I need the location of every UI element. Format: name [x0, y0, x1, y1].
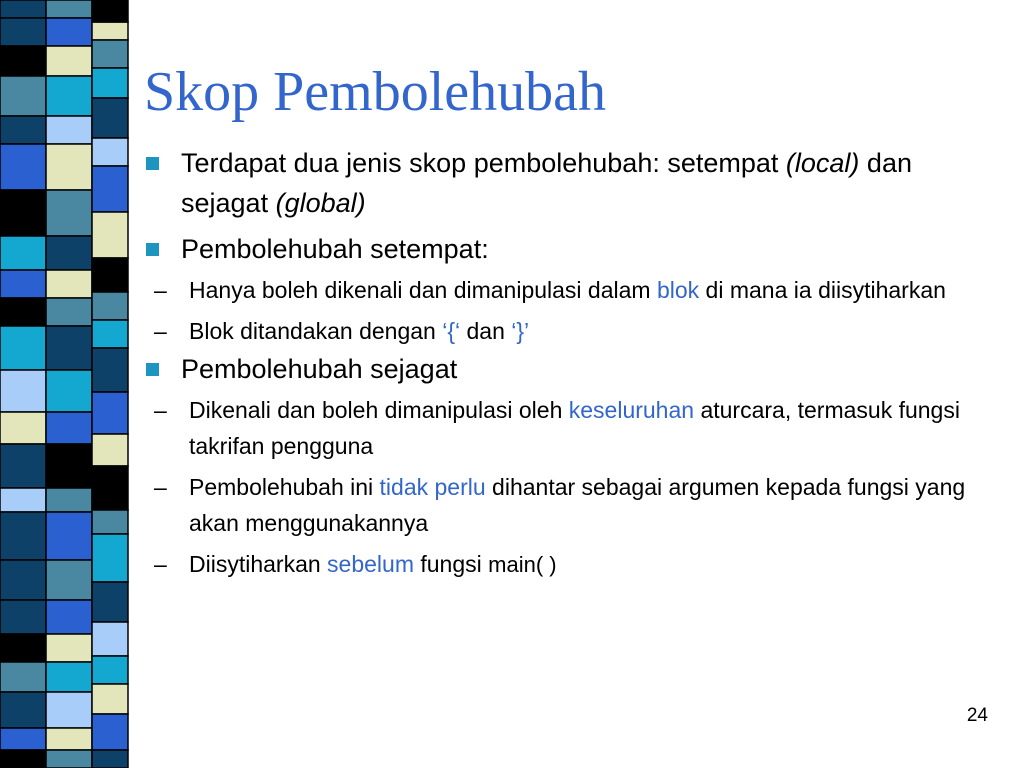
highlighted-term: tidak perlu [379, 474, 486, 500]
stripe-block [92, 0, 128, 22]
stripe-block [0, 116, 46, 144]
decorative-stripe-bar [0, 0, 130, 768]
stripe-block [92, 656, 128, 684]
stripe-block [46, 560, 92, 600]
square-bullet-icon [146, 157, 159, 170]
stripe-block [0, 370, 46, 412]
stripe-block [46, 488, 92, 512]
stripe-block [0, 600, 46, 634]
stripe-block [92, 292, 128, 320]
text-run: dan sejagat [181, 148, 912, 218]
bullet-item [144, 143, 1004, 223]
stripe-block [0, 662, 46, 692]
text-run: Pembolehubah setempat: [181, 234, 489, 264]
stripe-block [92, 212, 128, 258]
stripe-block [0, 190, 46, 236]
highlighted-term: sebelum [327, 551, 414, 577]
text-run: Pembolehubah sejagat [181, 354, 458, 384]
text-run: Terdapat dua jenis skop pembolehubah: setempat [181, 148, 786, 178]
stripe-block [46, 326, 92, 370]
bullet-item [144, 229, 1004, 269]
stripe-block [46, 0, 92, 18]
stripe-block [46, 370, 92, 412]
stripe-block [46, 692, 92, 728]
stripe-block [0, 144, 46, 190]
dash-bullet-icon: – [154, 474, 167, 500]
stripe-block [92, 510, 128, 534]
stripe-block [0, 444, 46, 488]
square-bullet-icon [146, 243, 159, 256]
stripe-block [46, 236, 92, 270]
stripe-block [46, 46, 92, 76]
stripe-block [92, 534, 128, 582]
stripe-block [92, 40, 128, 68]
stripe-block [0, 512, 46, 560]
stripe-block [46, 270, 92, 298]
sub-bullet-item [144, 313, 1004, 349]
stripe-block [46, 728, 92, 750]
text-run: dan [460, 318, 512, 344]
stripe-block [0, 326, 46, 370]
dash-bullet-icon: – [154, 397, 167, 423]
stripe-block [46, 634, 92, 662]
slide-title: Skop Pembolehubah [144, 61, 606, 123]
stripe-block [46, 190, 92, 236]
highlighted-term: ‘{‘ [442, 318, 461, 344]
code-term: main( ) [488, 552, 557, 577]
italic-term: (global) [275, 188, 366, 218]
stripe-block [92, 258, 128, 292]
sub-bullet-list [144, 392, 1004, 583]
sub-bullet-item [144, 392, 1004, 464]
stripe-block [92, 434, 128, 466]
stripe-block [92, 622, 128, 656]
dash-bullet-icon: – [154, 551, 167, 577]
stripe-block [46, 116, 92, 144]
stripe-block [46, 76, 92, 116]
stripe-block [0, 46, 46, 76]
text-run: Pembolehubah ini [189, 474, 380, 500]
stripe-block [0, 728, 46, 750]
stripe-block [92, 684, 128, 714]
dash-bullet-icon: – [154, 277, 167, 303]
bullet-item [144, 349, 1004, 389]
stripe-block [46, 144, 92, 190]
square-bullet-icon [146, 363, 159, 376]
text-run: fungsi [413, 551, 489, 577]
highlighted-term: blok [656, 277, 700, 303]
sub-bullet-list [144, 272, 1004, 349]
stripe-block [92, 138, 128, 166]
stripe-block [92, 392, 128, 434]
stripe-block [46, 512, 92, 560]
text-run: Diisytiharkan [189, 551, 328, 577]
sub-bullet-item [144, 546, 1004, 583]
stripe-block [46, 444, 92, 488]
stripe-block [0, 0, 46, 18]
stripe-block [0, 236, 46, 270]
highlighted-term: keseluruhan [568, 397, 695, 423]
stripe-block [46, 662, 92, 692]
sub-bullet-item [144, 272, 1004, 308]
stripe-block [0, 76, 46, 116]
stripe-block [0, 298, 46, 326]
text-run: Hanya boleh dikenali dan dimanipulasi dalam [189, 277, 657, 303]
stripe-block [92, 714, 128, 750]
stripe-block [0, 18, 46, 46]
page-number: 24 [966, 705, 988, 726]
stripe-block [92, 750, 128, 768]
stripe-block [0, 560, 46, 600]
stripe-block [92, 166, 128, 212]
stripe-block [46, 600, 92, 634]
stripe-block [0, 750, 46, 768]
text-run: Dikenali dan boleh dimanipulasi oleh [189, 397, 569, 423]
stripe-block [46, 18, 92, 46]
text-run: dihantar sebagai argumen kepada fungsi yang akan menggunakannya [189, 474, 966, 536]
stripe-block [92, 466, 128, 510]
stripe-block [0, 488, 46, 512]
stripe-block [0, 270, 46, 298]
stripe-block [0, 692, 46, 728]
sub-bullet-item [144, 469, 1004, 541]
dash-bullet-icon: – [154, 318, 167, 344]
stripe-block [92, 320, 128, 348]
stripe-block [92, 22, 128, 40]
stripe-block [92, 68, 128, 98]
text-run: aturcara, termasuk fungsi takrifan pengguna [189, 397, 960, 459]
italic-term: (local) [785, 148, 860, 178]
stripe-block [46, 412, 92, 444]
stripe-block [0, 634, 46, 662]
stripe-block [92, 98, 128, 138]
highlighted-term: ‘}’ [511, 318, 530, 344]
stripe-block [92, 582, 128, 622]
stripe-block [46, 298, 92, 326]
stripe-block [92, 348, 128, 392]
text-run: Blok ditandakan dengan [189, 318, 443, 344]
stripe-block [46, 750, 92, 768]
stripe-block [0, 412, 46, 444]
bullet-list [144, 143, 1004, 583]
text-run: di mana ia diisytiharkan [699, 277, 946, 303]
